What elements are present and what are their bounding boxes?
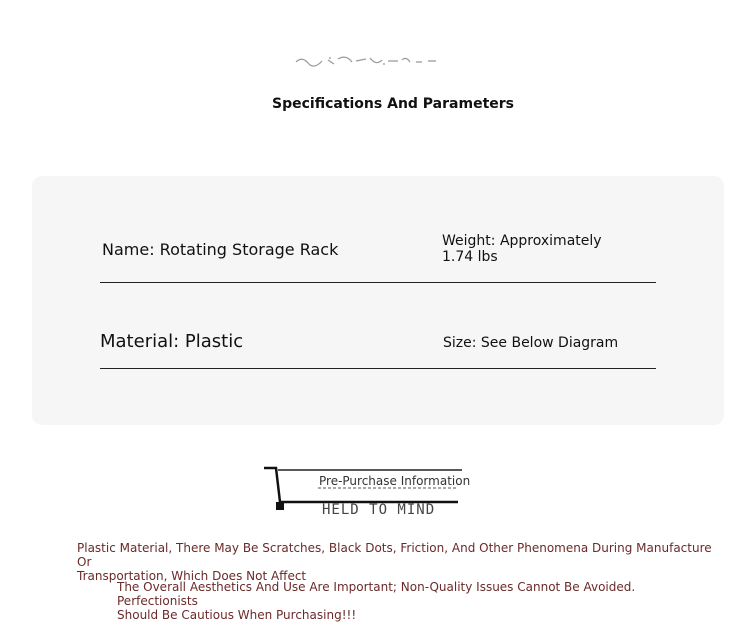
spec-size: Size: See Below Diagram xyxy=(443,335,619,351)
shopping-cart-icon xyxy=(262,462,472,518)
svg-text:HELD TO MIND: HELD TO MIND xyxy=(322,502,436,518)
divider xyxy=(100,368,656,369)
divider xyxy=(100,282,656,283)
spec-panel xyxy=(32,176,724,425)
notice-text: The Overall Aesthetics And Use Are Important; Non-Quality Issues Cannot Be Avoided. Perfectionists Should Be Cautious When Purchasing!!! xyxy=(117,580,636,622)
notice-text: Plastic Material, There May Be Scratches, Black Dots, Friction, And Other Phenomena During Manufacture Or Transportation, Which Does Not Affect xyxy=(77,541,712,583)
spec-name: Name: Rotating Storage Rack xyxy=(102,240,339,259)
spec-weight: Weight: Approximately 1.74 lbs xyxy=(442,233,602,265)
spec-material: Material: Plastic xyxy=(100,331,244,352)
brand-sketch-logo xyxy=(292,52,442,70)
section-title: Specifications And Parameters xyxy=(272,96,514,112)
prepurchase-label: Pre-Purchase Information xyxy=(319,474,471,488)
